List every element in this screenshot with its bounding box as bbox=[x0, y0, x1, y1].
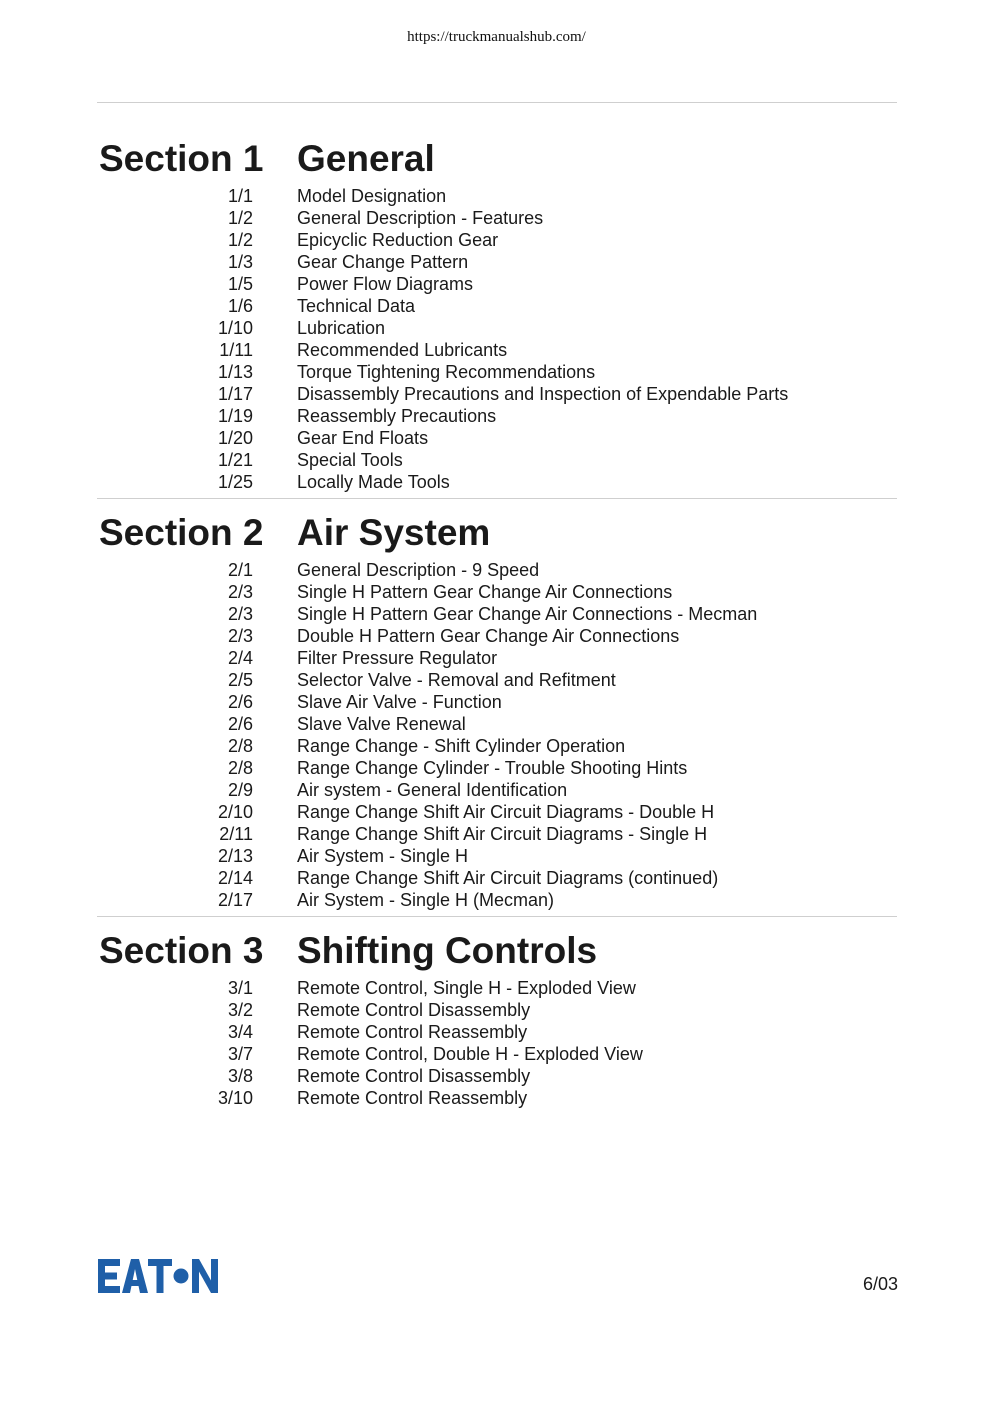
toc-title: Slave Air Valve - Function bbox=[297, 692, 502, 712]
toc-page: 2/8 bbox=[227, 758, 253, 778]
toc-title: Slave Valve Renewal bbox=[297, 714, 466, 734]
toc-title: Special Tools bbox=[297, 450, 403, 470]
toc-title: Air System - Single H (Mecman) bbox=[297, 890, 555, 910]
toc-title: Gear End Floats bbox=[297, 428, 429, 448]
toc-page: 2/3 bbox=[227, 582, 253, 602]
revision-date: 6/03 bbox=[862, 1274, 898, 1294]
toc-page: 2/11 bbox=[219, 824, 253, 844]
toc-page: 2/5 bbox=[227, 670, 253, 690]
eaton-logo bbox=[98, 1259, 218, 1298]
toc-entry bbox=[0, 361, 993, 383]
toc-entry bbox=[0, 867, 993, 889]
toc-title: Disassembly Precautions and Inspection of Expendable Parts bbox=[297, 384, 789, 404]
toc-page: 2/10 bbox=[217, 802, 253, 822]
toc-title: Model Designation bbox=[297, 186, 447, 206]
toc-title: Remote Control Disassembly bbox=[297, 1000, 531, 1020]
toc-entry bbox=[0, 1087, 993, 1109]
toc-entry bbox=[0, 339, 993, 361]
toc-title: Power Flow Diagrams bbox=[297, 274, 474, 294]
toc-entry bbox=[0, 207, 993, 229]
toc-title: Technical Data bbox=[297, 296, 416, 316]
toc-entry bbox=[0, 625, 993, 647]
toc-page: 2/3 bbox=[227, 626, 253, 646]
toc-page: 2/9 bbox=[227, 780, 253, 800]
toc-page: 2/8 bbox=[227, 736, 253, 756]
section-title: General bbox=[297, 138, 435, 179]
divider bbox=[97, 498, 897, 499]
toc-entry bbox=[0, 801, 993, 823]
section-number: Section 1 bbox=[99, 138, 264, 179]
toc-title: Remote Control, Single H - Exploded View bbox=[297, 978, 636, 998]
toc-title: Range Change Shift Air Circuit Diagrams - Single H bbox=[297, 824, 708, 844]
toc-page: 2/17 bbox=[217, 890, 253, 910]
toc-entry bbox=[0, 295, 993, 317]
toc-page: 1/5 bbox=[227, 274, 253, 294]
toc-title: Remote Control Reassembly bbox=[297, 1088, 528, 1108]
toc-page: 1/10 bbox=[217, 318, 253, 338]
toc-page: 2/6 bbox=[227, 692, 253, 712]
section-number: Section 3 bbox=[99, 930, 264, 971]
toc-entry bbox=[0, 977, 993, 999]
toc-page: 3/2 bbox=[227, 1000, 253, 1020]
toc-entry bbox=[0, 845, 993, 867]
toc-list bbox=[0, 977, 993, 1109]
toc-page: 1/2 bbox=[227, 230, 253, 250]
toc-title: Range Change Shift Air Circuit Diagrams (continued) bbox=[297, 868, 719, 888]
toc-title: Range Change Cylinder - Trouble Shooting Hints bbox=[297, 758, 688, 778]
toc-title: Range Change Shift Air Circuit Diagrams - Double H bbox=[297, 802, 715, 822]
toc-page: 3/10 bbox=[217, 1088, 253, 1108]
toc-page: 2/6 bbox=[227, 714, 253, 734]
eaton-logo-icon bbox=[98, 1259, 218, 1293]
toc-title: Remote Control Disassembly bbox=[297, 1066, 531, 1086]
toc-entry bbox=[0, 185, 993, 207]
toc-page: 1/1 bbox=[227, 186, 253, 206]
toc-entry bbox=[0, 669, 993, 691]
toc-entry bbox=[0, 647, 993, 669]
toc-entry bbox=[0, 999, 993, 1021]
toc-entry bbox=[0, 713, 993, 735]
section-number: Section 2 bbox=[99, 512, 264, 553]
toc-page: 1/20 bbox=[217, 428, 253, 448]
toc-title: Double H Pattern Gear Change Air Connections bbox=[297, 626, 680, 646]
toc-entry bbox=[0, 691, 993, 713]
toc-title: Gear Change Pattern bbox=[297, 252, 469, 272]
toc-entry bbox=[0, 1021, 993, 1043]
toc-entry bbox=[0, 273, 993, 295]
toc-title: Air system - General Identification bbox=[297, 780, 568, 800]
toc-title: General Description - Features bbox=[297, 208, 544, 228]
toc-title: Selector Valve - Removal and Refitment bbox=[297, 670, 616, 690]
toc-entry bbox=[0, 405, 993, 427]
toc-page: 1/11 bbox=[219, 340, 253, 360]
toc-entry bbox=[0, 449, 993, 471]
toc-entry bbox=[0, 757, 993, 779]
toc-title: Single H Pattern Gear Change Air Connections - Mecman bbox=[297, 604, 758, 624]
section-air-system bbox=[0, 511, 993, 911]
toc-title: Reassembly Precautions bbox=[297, 406, 497, 426]
toc-page: 1/17 bbox=[217, 384, 253, 404]
toc-entry bbox=[0, 581, 993, 603]
toc-page: 3/8 bbox=[227, 1066, 253, 1086]
toc-page: 2/3 bbox=[227, 604, 253, 624]
toc-page: 3/7 bbox=[227, 1044, 253, 1064]
section-shifting-controls bbox=[0, 929, 993, 1109]
toc-title: General Description - 9 Speed bbox=[297, 560, 540, 580]
toc-title: Locally Made Tools bbox=[297, 472, 450, 492]
toc-title: Lubrication bbox=[297, 318, 386, 338]
toc-title: Single H Pattern Gear Change Air Connections bbox=[297, 582, 673, 602]
toc-entry bbox=[0, 383, 993, 405]
toc-page: 1/3 bbox=[227, 252, 253, 272]
toc-entry bbox=[0, 889, 993, 911]
divider bbox=[97, 916, 897, 917]
source-url[interactable]: https://truckmanualshub.com/ bbox=[407, 29, 586, 45]
toc-page: 1/2 bbox=[227, 208, 253, 228]
toc-page: 1/19 bbox=[217, 406, 253, 426]
toc-entry bbox=[0, 1043, 993, 1065]
toc-list bbox=[0, 559, 993, 911]
section-title: Shifting Controls bbox=[297, 930, 598, 971]
toc-entry bbox=[0, 779, 993, 801]
toc-title: Remote Control Reassembly bbox=[297, 1022, 528, 1042]
toc-entry bbox=[0, 823, 993, 845]
toc-page: 3/4 bbox=[227, 1022, 253, 1042]
toc-entry bbox=[0, 427, 993, 449]
toc-page: 1/13 bbox=[217, 362, 253, 382]
toc-page: 1/6 bbox=[227, 296, 253, 316]
toc-page: 1/21 bbox=[217, 450, 253, 470]
toc-title: Epicyclic Reduction Gear bbox=[297, 230, 499, 250]
toc-page: 3/1 bbox=[227, 978, 253, 998]
toc-page: 2/4 bbox=[227, 648, 253, 668]
divider bbox=[97, 102, 897, 103]
toc-page: 1/25 bbox=[217, 472, 253, 492]
toc-entry bbox=[0, 251, 993, 273]
toc-entry bbox=[0, 603, 993, 625]
toc-list bbox=[0, 185, 993, 493]
toc-page: 2/1 bbox=[227, 560, 253, 580]
toc-entry bbox=[0, 471, 993, 493]
toc-entry bbox=[0, 317, 993, 339]
toc-title: Torque Tightening Recommendations bbox=[297, 362, 596, 382]
toc-title: Filter Pressure Regulator bbox=[297, 648, 498, 668]
toc-title: Recommended Lubricants bbox=[297, 340, 508, 360]
toc-page: 2/14 bbox=[217, 868, 253, 888]
toc-entry bbox=[0, 1065, 993, 1087]
toc-entry bbox=[0, 229, 993, 251]
toc-title: Remote Control, Double H - Exploded View bbox=[297, 1044, 643, 1064]
toc-title: Air System - Single H bbox=[297, 846, 469, 866]
toc-entry bbox=[0, 559, 993, 581]
toc-title: Range Change - Shift Cylinder Operation bbox=[297, 736, 626, 756]
toc-page: 2/13 bbox=[217, 846, 253, 866]
toc-entry bbox=[0, 735, 993, 757]
section-title: Air System bbox=[297, 512, 491, 553]
section-general bbox=[0, 137, 993, 493]
